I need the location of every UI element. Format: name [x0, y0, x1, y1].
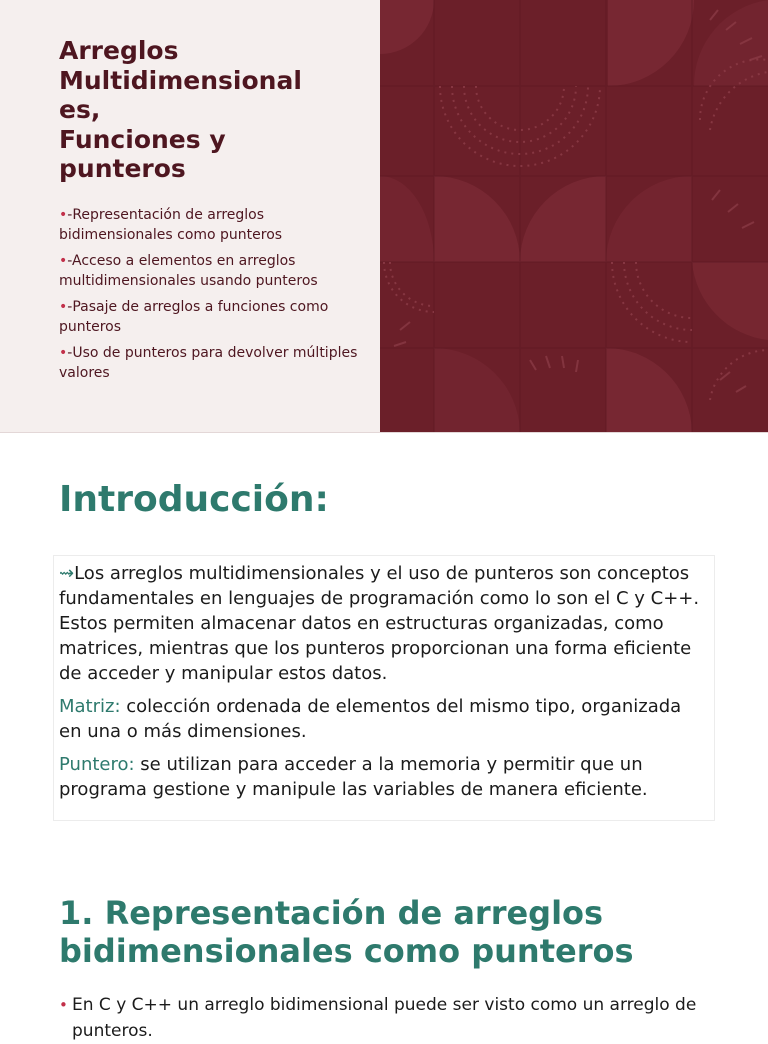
slide-bullet-text: -Pasaje de arreglos a funciones como punteros: [59, 299, 329, 335]
slide-title-line: es,: [59, 95, 101, 124]
slide-bullet-text: -Acceso a elementos en arreglos multidimensionales usando punteros: [59, 253, 318, 289]
slide-title-line: Funciones y: [59, 124, 226, 154]
list-item-text: En C y C++ un arreglo bidimensional puede ser visto como un arreglo de punteros.: [72, 995, 697, 1041]
intro-text-box: [53, 555, 715, 821]
definition-text: se utilizan para acceder a la memoria y permitir que un programa gestione y manipule las variables de manera eficiente.: [59, 754, 648, 800]
decorative-pattern-panel: [380, 0, 768, 432]
section-1-heading: [59, 894, 739, 970]
bullet-dot-icon: •: [59, 996, 68, 1014]
definition-text: colección ordenada de elementos del mismo tipo, organizada en una o más dimensiones.: [59, 696, 682, 742]
slide-bullet: [59, 206, 359, 245]
section-heading-line: bidimensionales como punteros: [59, 932, 634, 970]
bullet-dot-icon: •: [59, 253, 68, 269]
definition-matriz: [59, 694, 709, 744]
definition-puntero: [59, 752, 709, 802]
slide-bullet: [59, 344, 359, 383]
slide-bullet-list: [59, 206, 359, 390]
section-1-bullet-list: [59, 992, 719, 1044]
intro-heading: Introducción:: [59, 479, 329, 520]
section-heading-line: 1. Representación de arreglos: [59, 894, 604, 932]
slide-bullet: [59, 298, 359, 337]
intro-paragraph: [59, 561, 709, 686]
bullet-dot-icon: •: [59, 345, 68, 361]
bullet-dot-icon: •: [59, 299, 68, 315]
slide-title: [59, 36, 359, 184]
slide-text-panel: [0, 0, 380, 432]
squiggle-arrow-icon: ⇝: [59, 563, 75, 584]
slide-bullet-text: -Uso de punteros para devolver múltiples valores: [59, 345, 358, 381]
intro-paragraph-text: Los arreglos multidimensionales y el uso de punteros son conceptos fundamentales en lenguajes de programación como lo son el C y C++. Estos permiten almacenar datos en estructuras organizadas, como matrices, mientras que los punteros proporcionan una forma eficiente de acceder y manipular estos datos.: [59, 563, 700, 684]
slide-title-line: Arreglos: [59, 36, 179, 65]
slide-title-line: punteros: [59, 154, 186, 183]
definition-term: Matriz:: [59, 696, 121, 717]
slide-title-line: Multidimensional: [59, 65, 302, 95]
bullet-dot-icon: •: [59, 207, 68, 223]
list-item: [59, 992, 719, 1044]
slide-bullet-text: -Representación de arreglos bidimensionales como punteros: [59, 207, 283, 243]
geometric-pattern-graphic: [380, 0, 768, 432]
slide-bullet: [59, 252, 359, 291]
definition-term: Puntero:: [59, 754, 135, 775]
title-slide: [0, 0, 768, 433]
